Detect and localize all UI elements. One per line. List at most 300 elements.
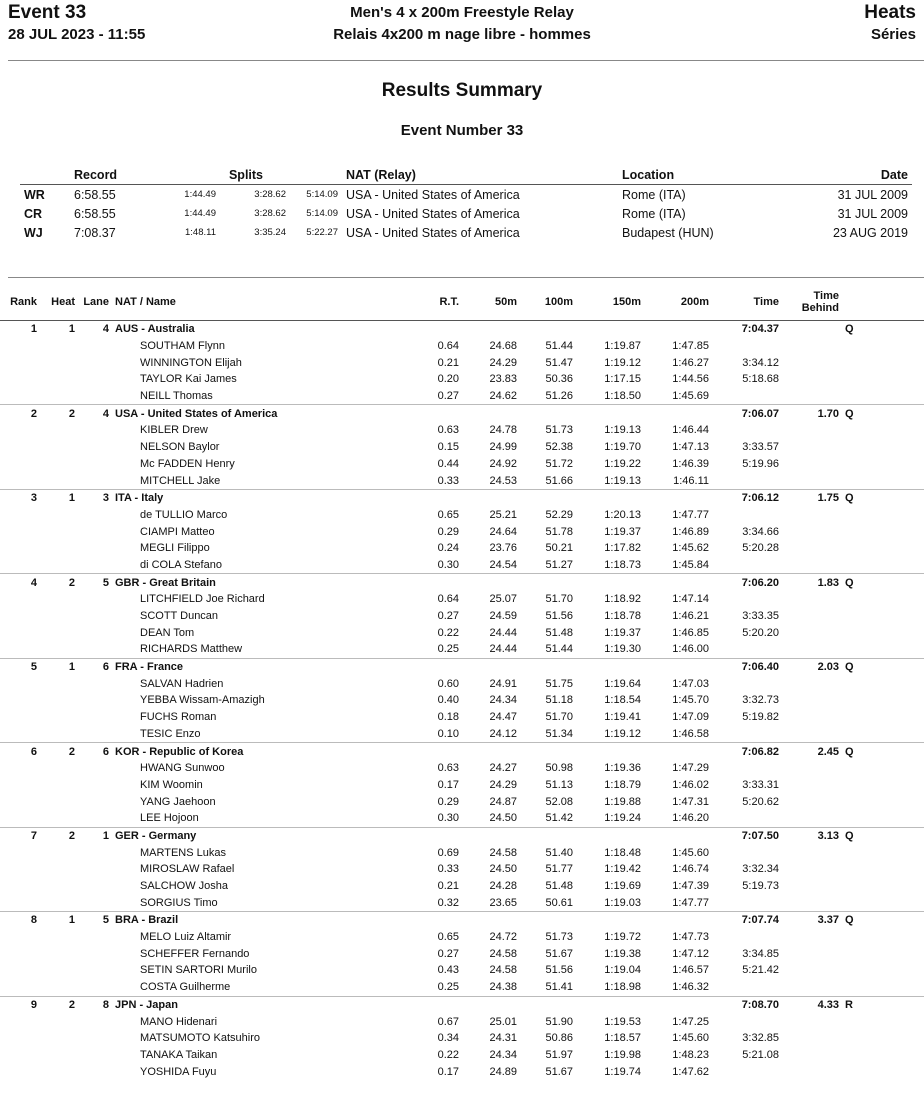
swimmer-name: COSTA Guilherme — [140, 981, 231, 994]
swimmer-reaction-time: 0.25 — [437, 981, 459, 994]
record-split-2: 3:28.62 — [254, 189, 286, 200]
nat-name-col-header: NAT / Name — [112, 284, 422, 321]
swimmer-split-200m: 1:47.62 — [672, 1065, 709, 1078]
swimmer-split-200m: 1:46.57 — [672, 964, 709, 977]
empty-cell — [842, 1047, 924, 1064]
swimmer-reaction-time: 0.65 — [437, 508, 459, 521]
swimmer-split-100m: 51.34 — [545, 727, 573, 740]
swimmer-split-50m: 24.72 — [489, 931, 517, 944]
swimmer-reaction-time: 0.17 — [437, 778, 459, 791]
swimmer-split-150m: 1:18.54 — [604, 694, 641, 707]
swimmer-split-100m: 51.67 — [545, 1065, 573, 1078]
swimmer-split-200m: 1:47.31 — [672, 795, 709, 808]
swimmer-reaction-time: 0.69 — [437, 846, 459, 859]
empty-cell — [644, 574, 712, 591]
empty-cell — [782, 810, 842, 827]
swimmer-cumulative-time: 5:19.73 — [742, 880, 779, 893]
empty-cell — [576, 743, 644, 760]
empty-cell — [0, 979, 40, 996]
empty-cell — [78, 709, 112, 726]
swimmer-split-200m: 1:47.03 — [672, 677, 709, 690]
swimmer-split-50m: 25.21 — [489, 508, 517, 521]
team-nat: BRA - Brazil — [112, 912, 422, 929]
empty-cell — [40, 608, 78, 625]
empty-cell — [40, 591, 78, 608]
empty-cell — [644, 912, 712, 929]
swimmer-name: FUCHS Roman — [140, 711, 217, 724]
swimmer-split-200m: 1:46.89 — [672, 525, 709, 538]
swimmer-split-150m: 1:19.36 — [604, 762, 641, 775]
swimmer-split-200m: 1:47.25 — [672, 1015, 709, 1028]
team-rank: 6 — [0, 743, 40, 760]
swimmer-cumulative-time: 5:19.82 — [742, 711, 779, 724]
empty-cell — [78, 844, 112, 861]
empty-cell — [78, 422, 112, 439]
swimmer-row — [0, 540, 924, 557]
record-row — [20, 204, 912, 223]
swimmer-split-150m: 1:19.04 — [604, 964, 641, 977]
team-heat: 1 — [40, 912, 78, 929]
empty-cell — [0, 861, 40, 878]
swimmer-reaction-time: 0.29 — [437, 525, 459, 538]
empty-cell — [0, 540, 40, 557]
swimmer-cumulative-time: 3:32.73 — [742, 694, 779, 707]
team-heat: 1 — [68, 323, 75, 336]
swimmer-split-150m: 1:19.22 — [604, 457, 641, 470]
results-top-divider — [8, 277, 924, 278]
empty-cell — [0, 624, 40, 641]
team-lane: 6 — [78, 743, 112, 760]
swimmer-split-200m: 1:45.84 — [672, 558, 709, 571]
swimmer-split-50m: 24.64 — [489, 525, 517, 538]
swimmer-cumulative-time — [712, 810, 782, 827]
swimmer-split-50m: 24.58 — [489, 846, 517, 859]
empty-cell — [0, 354, 40, 371]
swimmer-row — [0, 709, 924, 726]
team-time-behind: 2.03 — [782, 658, 842, 675]
swimmer-reaction-time: 0.44 — [437, 457, 459, 470]
swimmer-split-150m: 1:19.88 — [604, 795, 641, 808]
swimmer-reaction-time: 0.27 — [437, 390, 459, 403]
swimmer-split-100m: 51.70 — [545, 711, 573, 724]
empty-cell — [78, 894, 112, 911]
empty-cell — [842, 844, 924, 861]
empty-cell — [782, 726, 842, 743]
swimmer-reaction-time: 0.40 — [437, 694, 459, 707]
record-nat: USA - United States of America — [346, 206, 520, 221]
empty-cell — [842, 439, 924, 456]
empty-cell — [782, 338, 842, 355]
m200-col-header: 200m — [644, 284, 712, 321]
swimmer-split-200m: 1:46.44 — [672, 424, 709, 437]
swimmer-split-150m: 1:19.37 — [604, 626, 641, 639]
swimmer-split-50m: 24.92 — [489, 457, 517, 470]
empty-cell — [40, 709, 78, 726]
empty-cell — [842, 1013, 924, 1030]
empty-cell — [842, 608, 924, 625]
swimmer-name: LITCHFIELD Joe Richard — [140, 593, 265, 606]
record-location: Budapest (HUN) — [622, 225, 714, 240]
empty-cell — [644, 827, 712, 844]
swimmer-split-50m: 23.83 — [489, 373, 517, 386]
team-rank: 9 — [0, 996, 40, 1013]
empty-cell — [40, 422, 78, 439]
empty-cell — [842, 624, 924, 641]
swimmer-reaction-time: 0.33 — [437, 863, 459, 876]
empty-cell — [40, 861, 78, 878]
swimmer-row — [0, 945, 924, 962]
swimmer-reaction-time: 0.63 — [437, 424, 459, 437]
empty-cell — [78, 591, 112, 608]
empty-cell — [78, 523, 112, 540]
team-lane: 1 — [78, 827, 112, 844]
swimmer-split-200m: 1:47.13 — [672, 441, 709, 454]
swimmer-split-100m: 51.27 — [545, 558, 573, 571]
empty-cell — [782, 624, 842, 641]
swimmer-reaction-time: 0.64 — [437, 593, 459, 606]
swimmer-row — [0, 523, 924, 540]
team-qualifier: R — [842, 996, 924, 1013]
empty-cell — [842, 338, 924, 355]
swimmer-split-100m: 51.97 — [545, 1048, 573, 1061]
date-col-header: Date — [808, 166, 912, 185]
swimmer-split-50m: 24.50 — [489, 863, 517, 876]
record-split-3: 5:14.09 — [306, 208, 338, 219]
swimmer-split-50m: 24.29 — [489, 778, 517, 791]
event-title-fr: Relais 4x200 m nage libre - hommes — [333, 26, 591, 43]
swimmer-split-200m: 1:47.14 — [672, 593, 709, 606]
swimmer-split-50m: 24.12 — [489, 727, 517, 740]
team-time: 7:06.12 — [712, 489, 782, 506]
empty-cell — [520, 574, 576, 591]
swimmer-split-100m: 51.48 — [545, 880, 573, 893]
swimmer-cumulative-time — [712, 675, 782, 692]
empty-cell — [782, 1047, 842, 1064]
swimmer-split-200m: 1:46.02 — [672, 778, 709, 791]
swimmer-cumulative-time — [712, 894, 782, 911]
team-nat: GBR - Great Britain — [112, 574, 422, 591]
swimmer-split-150m: 1:18.57 — [604, 1032, 641, 1045]
empty-cell — [576, 574, 644, 591]
empty-cell — [40, 540, 78, 557]
swimmer-split-150m: 1:19.42 — [604, 863, 641, 876]
swimmer-split-100m: 51.48 — [545, 626, 573, 639]
empty-cell — [0, 456, 40, 473]
swimmer-cumulative-time — [712, 338, 782, 355]
team-rank: 4 — [0, 574, 40, 591]
empty-cell — [0, 591, 40, 608]
empty-cell — [520, 912, 576, 929]
record-split-1: 1:44.49 — [184, 189, 216, 200]
empty-cell — [576, 405, 644, 422]
swimmer-reaction-time: 0.15 — [437, 441, 459, 454]
record-time: 6:58.55 — [74, 206, 116, 221]
swimmer-row — [0, 557, 924, 574]
empty-cell — [520, 827, 576, 844]
empty-cell — [78, 1013, 112, 1030]
empty-cell — [842, 1063, 924, 1080]
empty-cell — [782, 641, 842, 658]
empty-cell — [78, 810, 112, 827]
swimmer-name: Mc FADDEN Henry — [140, 457, 235, 470]
swimmer-split-50m: 24.27 — [489, 762, 517, 775]
empty-cell — [78, 945, 112, 962]
swimmer-split-50m: 24.68 — [489, 340, 517, 353]
record-split-2: 3:28.62 — [254, 208, 286, 219]
empty-cell — [78, 979, 112, 996]
empty-cell — [782, 760, 842, 777]
empty-cell — [782, 945, 842, 962]
team-time: 7:07.74 — [712, 912, 782, 929]
empty-cell — [422, 321, 462, 338]
swimmer-row — [0, 1030, 924, 1047]
swimmer-cumulative-time — [712, 591, 782, 608]
swimmer-split-50m: 24.44 — [489, 626, 517, 639]
swimmer-reaction-time: 0.34 — [437, 1032, 459, 1045]
swimmer-row — [0, 962, 924, 979]
team-heat: 2 — [40, 405, 78, 422]
team-row — [0, 912, 924, 929]
swimmer-split-200m: 1:45.60 — [672, 1032, 709, 1045]
swimmer-split-50m: 24.31 — [489, 1032, 517, 1045]
record-split-3: 5:22.27 — [306, 227, 338, 238]
empty-cell — [842, 777, 924, 794]
swimmer-split-200m: 1:45.62 — [672, 542, 709, 555]
empty-cell — [842, 422, 924, 439]
swimmer-split-100m: 51.42 — [545, 812, 573, 825]
empty-cell — [40, 929, 78, 946]
empty-cell — [0, 371, 40, 388]
empty-cell — [422, 743, 462, 760]
team-rank: 8 — [0, 912, 40, 929]
empty-cell — [782, 523, 842, 540]
empty-cell — [0, 793, 40, 810]
empty-cell — [78, 641, 112, 658]
team-time-behind — [782, 321, 842, 338]
empty-cell — [78, 540, 112, 557]
team-time: 7:08.70 — [712, 996, 782, 1013]
empty-cell — [520, 405, 576, 422]
empty-cell — [0, 1013, 40, 1030]
swimmer-row — [0, 1013, 924, 1030]
record-label: WJ — [24, 225, 43, 240]
swimmer-split-50m: 24.91 — [489, 677, 517, 690]
swimmer-split-150m: 1:19.69 — [604, 880, 641, 893]
swimmer-split-100m: 51.73 — [545, 424, 573, 437]
swimmer-reaction-time: 0.60 — [437, 677, 459, 690]
swimmer-split-200m: 1:45.60 — [672, 846, 709, 859]
record-label: WR — [24, 187, 45, 202]
swimmer-split-100m: 50.98 — [545, 762, 573, 775]
empty-cell — [40, 1030, 78, 1047]
swimmer-split-150m: 1:19.72 — [604, 931, 641, 944]
swimmer-cumulative-time — [712, 726, 782, 743]
swimmer-row — [0, 760, 924, 777]
empty-cell — [0, 1047, 40, 1064]
empty-cell — [842, 945, 924, 962]
team-lane: 5 — [78, 912, 112, 929]
swimmer-cumulative-time — [712, 422, 782, 439]
record-row — [20, 185, 912, 205]
empty-cell — [40, 507, 78, 524]
empty-cell — [40, 962, 78, 979]
team-qualifier: Q — [842, 827, 924, 844]
swimmer-name: TESIC Enzo — [140, 727, 201, 740]
swimmer-split-50m: 23.65 — [489, 896, 517, 909]
results-header-row — [0, 284, 924, 321]
phase-en: Heats — [864, 2, 916, 23]
empty-cell — [40, 472, 78, 489]
lane-col-header: Lane — [78, 284, 112, 321]
empty-cell — [78, 354, 112, 371]
swimmer-split-150m: 1:19.37 — [604, 525, 641, 538]
records-table — [20, 166, 912, 242]
empty-cell — [576, 489, 644, 506]
empty-cell — [842, 810, 924, 827]
record-col-header: Record — [70, 166, 150, 185]
page-title: Results Summary — [381, 80, 543, 101]
empty-cell — [40, 726, 78, 743]
event-number: Event Number 33 — [400, 122, 524, 139]
swimmer-split-50m: 24.34 — [489, 1048, 517, 1061]
team-heat: 1 — [40, 489, 78, 506]
swimmer-name: MATSUMOTO Katsuhiro — [140, 1032, 261, 1045]
team-heat: 2 — [40, 996, 78, 1013]
swimmer-row — [0, 439, 924, 456]
empty-cell — [0, 894, 40, 911]
swimmer-reaction-time: 0.21 — [437, 880, 459, 893]
swimmer-split-150m: 1:18.78 — [604, 610, 641, 623]
swimmer-split-200m: 1:47.29 — [672, 762, 709, 775]
team-qualifier: Q — [842, 574, 924, 591]
empty-cell — [576, 912, 644, 929]
empty-cell — [78, 760, 112, 777]
splits-col-header: Splits — [150, 166, 342, 185]
swimmer-split-200m: 1:46.21 — [672, 610, 709, 623]
empty-cell — [842, 793, 924, 810]
swimmer-cumulative-time — [712, 760, 782, 777]
empty-cell — [462, 321, 520, 338]
swimmer-split-200m: 1:47.73 — [672, 931, 709, 944]
swimmer-split-200m: 1:46.74 — [672, 863, 709, 876]
record-split-3: 5:14.09 — [306, 189, 338, 200]
swimmer-split-50m: 23.76 — [489, 542, 517, 555]
swimmer-reaction-time: 0.30 — [437, 812, 459, 825]
time-col-header: Time — [712, 284, 782, 321]
empty-cell — [0, 422, 40, 439]
empty-cell — [0, 692, 40, 709]
swimmer-split-200m: 1:47.09 — [672, 711, 709, 724]
swimmer-name: SORGIUS Timo — [140, 896, 218, 909]
record-date: 23 AUG 2019 — [832, 225, 908, 240]
swimmer-name: TAYLOR Kai James — [140, 373, 237, 386]
team-qualifier: Q — [842, 405, 924, 422]
swimmer-split-150m: 1:19.13 — [604, 424, 641, 437]
m150-col-header: 150m — [576, 284, 644, 321]
swimmer-split-150m: 1:18.73 — [604, 558, 641, 571]
swimmer-split-200m: 1:46.20 — [672, 812, 709, 825]
swimmer-row — [0, 354, 924, 371]
swimmer-split-150m: 1:19.53 — [604, 1015, 641, 1028]
empty-cell — [782, 692, 842, 709]
swimmer-cumulative-time — [712, 929, 782, 946]
swimmer-row — [0, 371, 924, 388]
swimmer-name: YOSHIDA Fuyu — [140, 1065, 217, 1078]
time-behind-col-header: Time Behind — [782, 284, 842, 321]
empty-cell — [40, 675, 78, 692]
swimmer-row — [0, 422, 924, 439]
team-rank: 5 — [0, 658, 40, 675]
empty-cell — [78, 861, 112, 878]
record-nat: USA - United States of America — [346, 187, 520, 202]
swimmer-name: de TULLIO Marco — [140, 508, 228, 521]
team-row — [0, 321, 924, 338]
swimmer-cumulative-time: 3:32.34 — [742, 863, 779, 876]
empty-cell — [782, 371, 842, 388]
swimmer-reaction-time: 0.27 — [437, 610, 459, 623]
empty-cell — [0, 439, 40, 456]
swimmer-reaction-time: 0.20 — [437, 373, 459, 386]
empty-cell — [842, 675, 924, 692]
swimmer-name: di COLA Stefano — [140, 558, 222, 571]
empty-cell — [40, 456, 78, 473]
swimmer-name: DEAN Tom — [140, 626, 195, 639]
empty-cell — [0, 760, 40, 777]
empty-cell — [0, 777, 40, 794]
empty-cell — [462, 743, 520, 760]
header-divider — [8, 60, 924, 61]
empty-cell — [520, 658, 576, 675]
empty-cell — [782, 1063, 842, 1080]
team-lane: 4 — [102, 323, 109, 336]
swimmer-split-100m: 51.13 — [545, 778, 573, 791]
results-table — [0, 284, 924, 1080]
empty-cell — [422, 827, 462, 844]
swimmer-name: KIM Woomin — [140, 778, 203, 791]
swimmer-cumulative-time: 5:18.68 — [742, 373, 779, 386]
m100-col-header: 100m — [520, 284, 576, 321]
swimmer-name: YANG Jaehoon — [140, 795, 216, 808]
swimmer-split-50m: 24.29 — [489, 356, 517, 369]
empty-cell — [0, 878, 40, 895]
empty-cell — [40, 945, 78, 962]
swimmer-name: HWANG Sunwoo — [140, 762, 225, 775]
team-time-behind: 2.45 — [782, 743, 842, 760]
empty-cell — [842, 456, 924, 473]
swimmer-split-100m: 51.73 — [545, 931, 573, 944]
record-location: Rome (ITA) — [622, 206, 686, 221]
swimmer-cumulative-time — [712, 979, 782, 996]
empty-cell — [78, 962, 112, 979]
rank-col-header: Rank — [0, 284, 40, 321]
empty-cell — [842, 760, 924, 777]
team-nat: JPN - Japan — [112, 996, 422, 1013]
swimmer-split-200m: 1:46.00 — [672, 643, 709, 656]
record-nat: USA - United States of America — [346, 225, 520, 240]
results-body — [0, 321, 924, 1080]
empty-cell — [462, 912, 520, 929]
empty-cell — [842, 507, 924, 524]
empty-cell — [782, 962, 842, 979]
empty-cell — [782, 388, 842, 405]
swimmer-split-50m: 24.58 — [489, 964, 517, 977]
swimmer-split-150m: 1:18.50 — [604, 390, 641, 403]
team-qualifier: Q — [842, 912, 924, 929]
empty-cell — [782, 777, 842, 794]
swimmer-split-100m: 51.78 — [545, 525, 573, 538]
team-time-behind: 4.33 — [782, 996, 842, 1013]
team-time: 7:06.82 — [712, 743, 782, 760]
